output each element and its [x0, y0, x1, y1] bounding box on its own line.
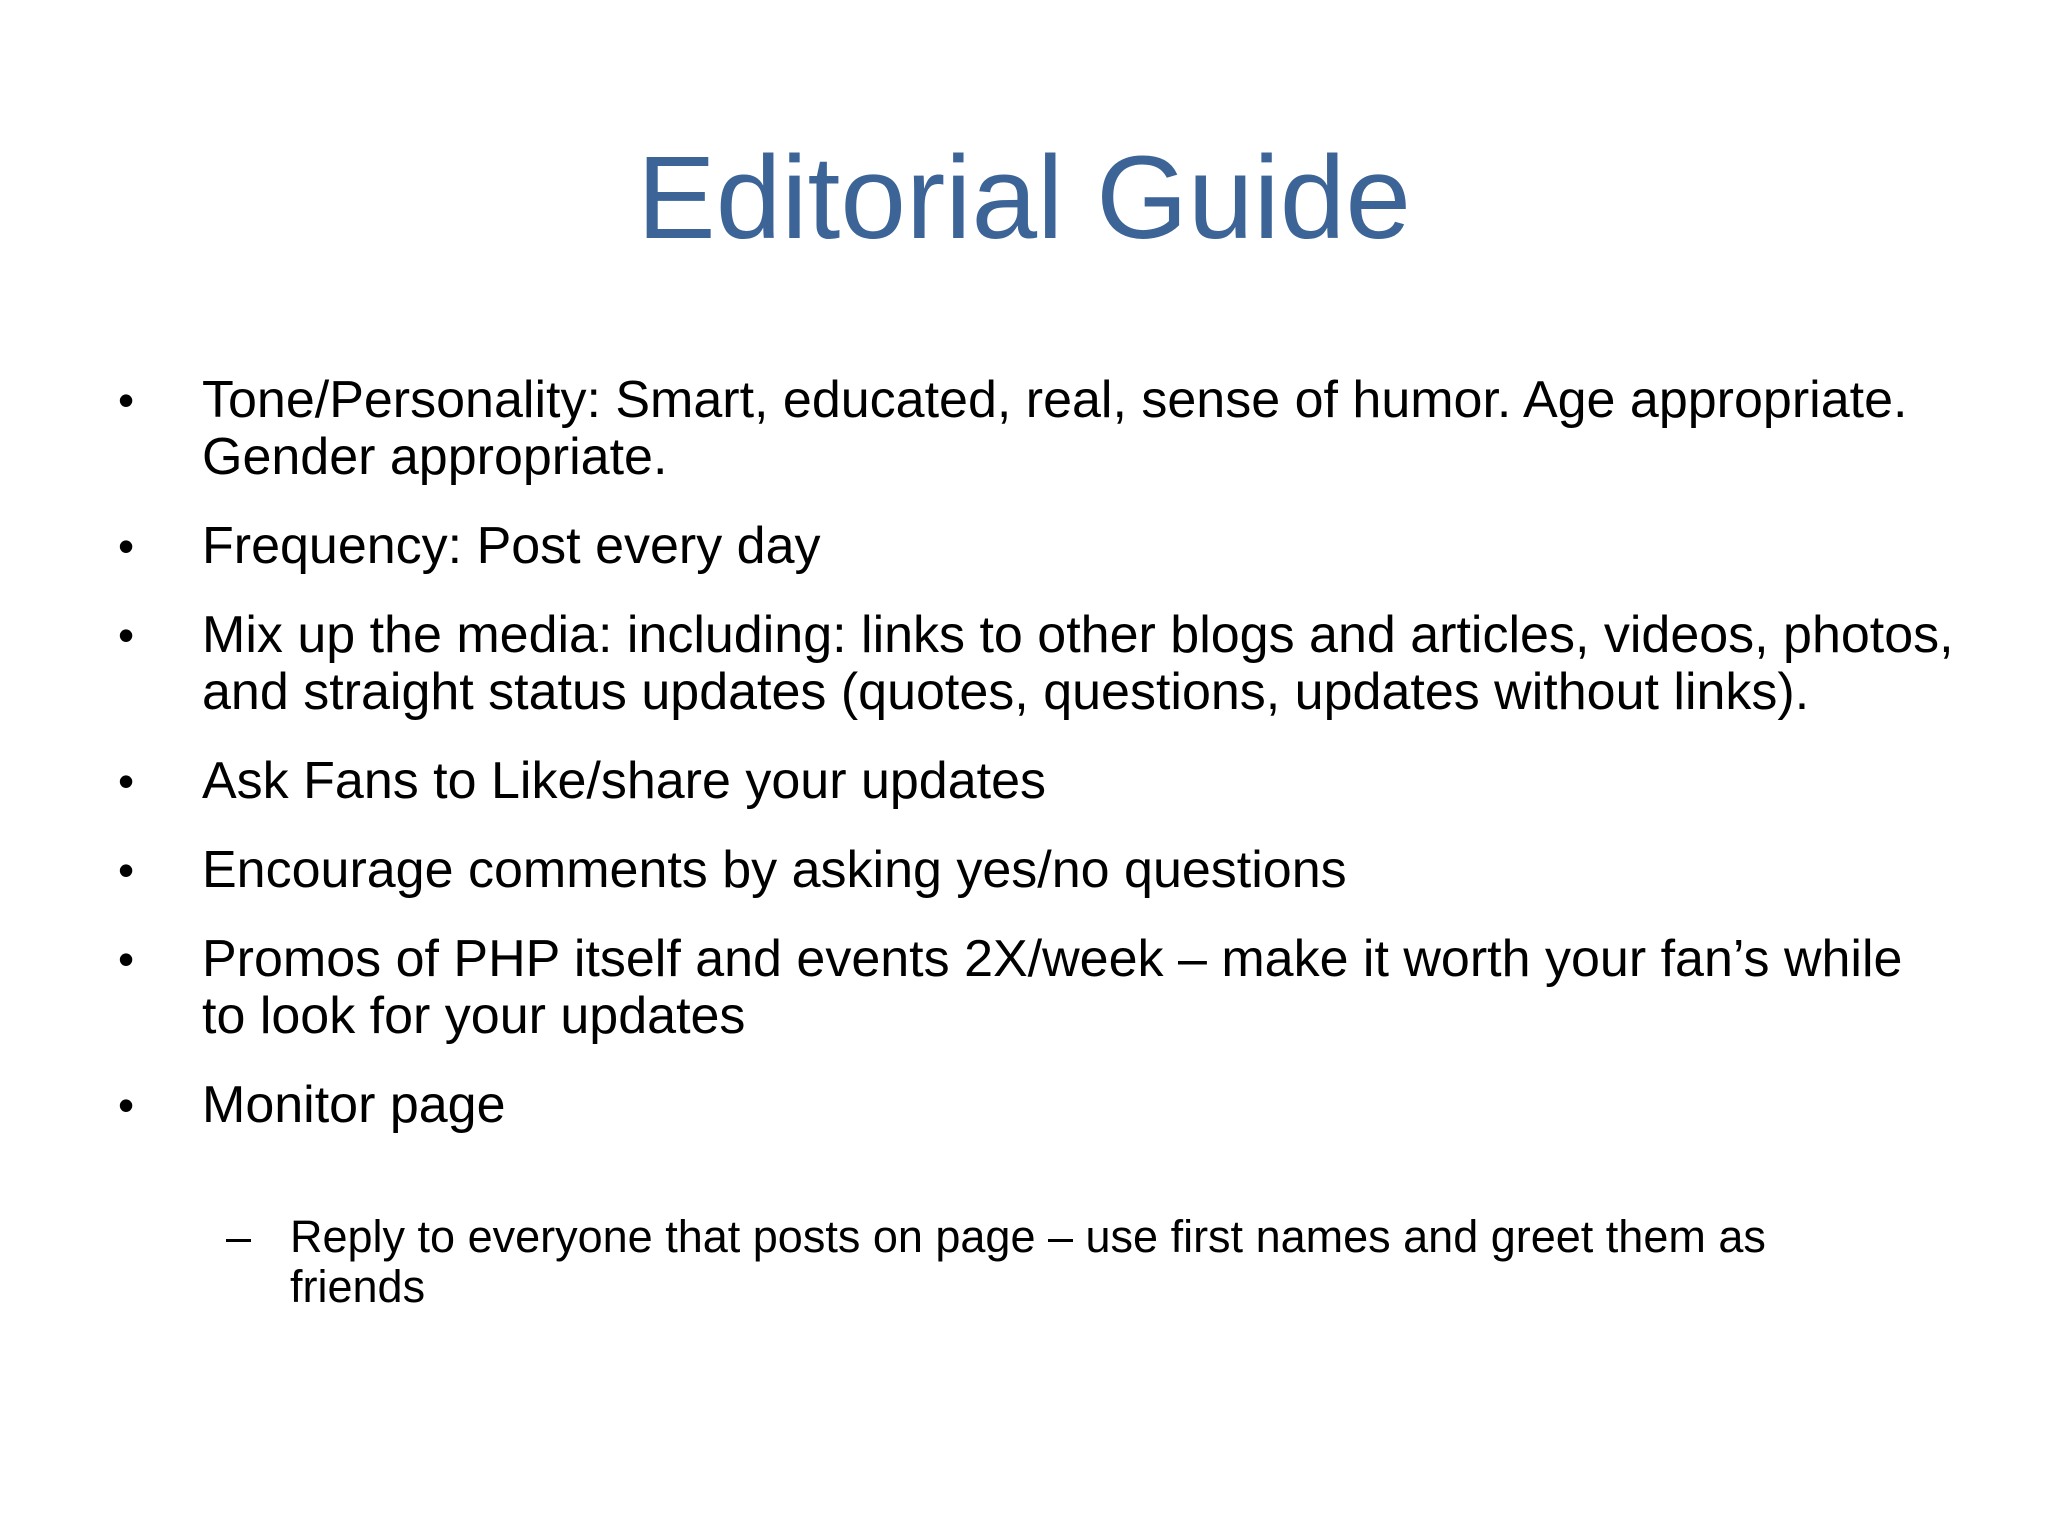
slide-title: Editorial Guide	[637, 132, 1411, 264]
bullet-marker-icon: •	[118, 609, 135, 661]
sub-bullet-item	[226, 1212, 2048, 1312]
bullet-item	[118, 372, 1958, 486]
bullet-item	[118, 842, 1958, 899]
bullet-item	[118, 931, 1958, 1045]
bullet-item	[118, 753, 1958, 810]
bullet-text: Mix up the media: including: links to other blogs and articles, videos, photos, and straight status updates (quotes, questions, updates without links).	[202, 606, 1954, 721]
bullet-item	[118, 1077, 1958, 1134]
bullet-marker-icon: •	[118, 520, 135, 572]
bullet-item	[118, 518, 1958, 575]
bullet-text: Frequency: Post every day	[202, 517, 821, 575]
bullet-marker-icon: •	[118, 374, 135, 426]
bullet-text: Tone/Personality: Smart, educated, real, sense of humor. Age appropriate. Gender appropriate.	[202, 371, 1908, 486]
bullet-marker-icon: •	[118, 1079, 135, 1131]
bullet-text: Ask Fans to Like/share your updates	[202, 752, 1047, 810]
sub-bullet-text: Reply to everyone that posts on page – use first names and greet them as friends	[290, 1211, 1766, 1312]
bullet-text: Monitor page	[202, 1076, 506, 1134]
bullet-marker-icon: •	[118, 933, 135, 985]
bullet-marker-icon: •	[118, 844, 135, 896]
bullet-list	[118, 372, 1958, 1166]
bullet-marker-icon: •	[118, 755, 135, 807]
bullet-item	[118, 607, 1958, 721]
dash-marker-icon: –	[226, 1211, 252, 1262]
bullet-text: Promos of PHP itself and events 2X/week – make it worth your fan’s while to look for your updates	[202, 930, 1903, 1045]
sub-bullet-list	[226, 1212, 2048, 1312]
bullet-text: Encourage comments by asking yes/no questions	[202, 841, 1347, 899]
